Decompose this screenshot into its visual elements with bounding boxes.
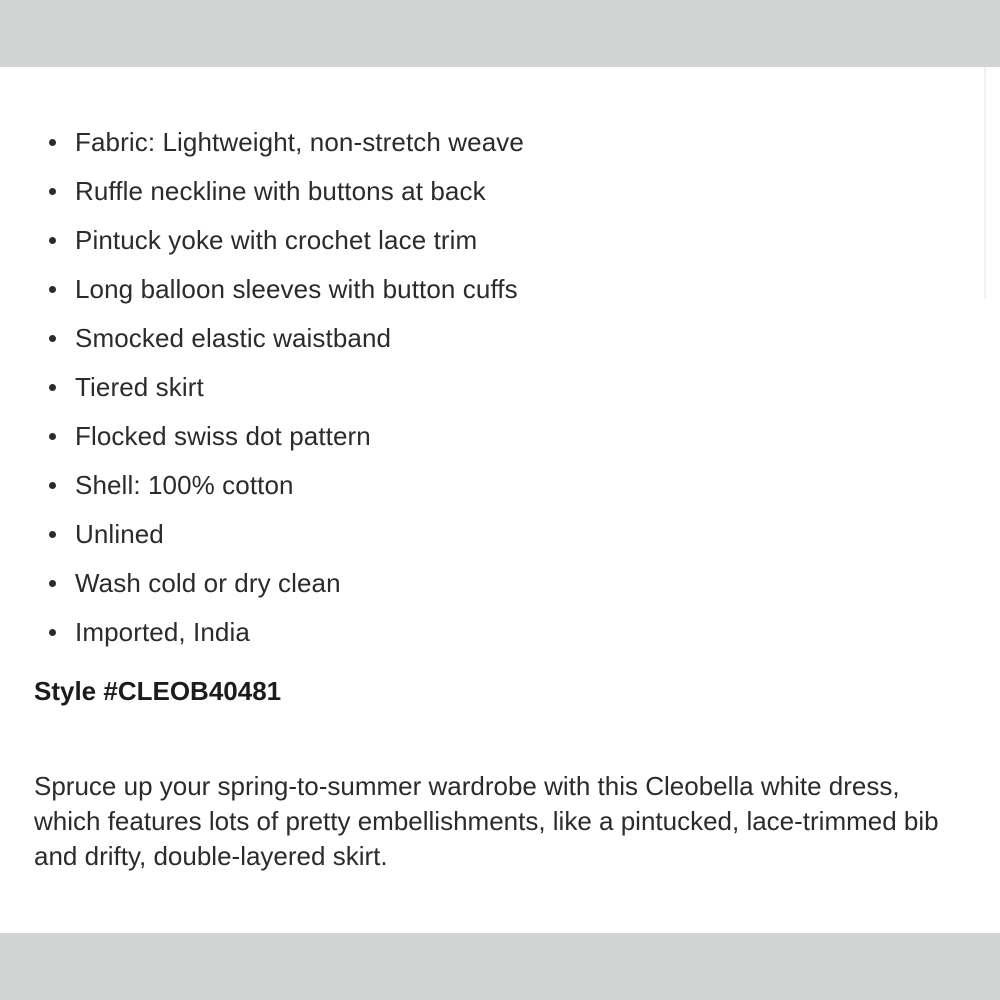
feature-text: Shell: 100% cotton	[75, 470, 294, 500]
product-description: Spruce up your spring-to-summer wardrobe with this Cleobella white dress, which features lots of pretty embellishments, like a pintucked, lace-trimmed bib and drifty, double-layered skirt.	[34, 771, 939, 871]
bullet-icon	[49, 482, 56, 489]
feature-text: Wash cold or dry clean	[75, 568, 341, 598]
feature-text: Ruffle neckline with buttons at back	[75, 176, 486, 206]
feature-item-skirt	[35, 364, 524, 413]
feature-text: Long balloon sleeves with button cuffs	[75, 274, 518, 304]
product-features-list	[35, 119, 524, 658]
feature-item-pattern	[35, 413, 524, 462]
bullet-icon	[49, 139, 56, 146]
feature-item-care	[35, 560, 524, 609]
bullet-icon	[49, 237, 56, 244]
bullet-icon	[49, 286, 56, 293]
feature-item-yoke	[35, 217, 524, 266]
bottom-gray-band	[0, 933, 1000, 1000]
bullet-icon	[49, 580, 56, 587]
bullet-icon	[49, 188, 56, 195]
feature-item-lining	[35, 511, 524, 560]
bullet-icon	[49, 629, 56, 636]
scrollbar-track[interactable]	[984, 67, 986, 299]
bullet-icon	[49, 531, 56, 538]
feature-item-fabric	[35, 119, 524, 168]
feature-text: Fabric: Lightweight, non-stretch weave	[75, 127, 524, 157]
top-gray-band	[0, 0, 1000, 67]
feature-text: Unlined	[75, 519, 164, 549]
bullet-icon	[49, 384, 56, 391]
feature-text: Imported, India	[75, 617, 250, 647]
feature-text: Flocked swiss dot pattern	[75, 421, 371, 451]
bullet-icon	[49, 335, 56, 342]
feature-text: Pintuck yoke with crochet lace trim	[75, 225, 478, 255]
product-details-panel	[0, 67, 1000, 933]
feature-text: Tiered skirt	[75, 372, 204, 402]
feature-item-shell	[35, 462, 524, 511]
feature-item-sleeves	[35, 266, 524, 315]
style-number: Style #CLEOB40481	[34, 676, 282, 706]
feature-item-neckline	[35, 168, 524, 217]
feature-item-waistband	[35, 315, 524, 364]
feature-item-origin	[35, 609, 524, 658]
feature-text: Smocked elastic waistband	[75, 323, 392, 353]
bullet-icon	[49, 433, 56, 440]
